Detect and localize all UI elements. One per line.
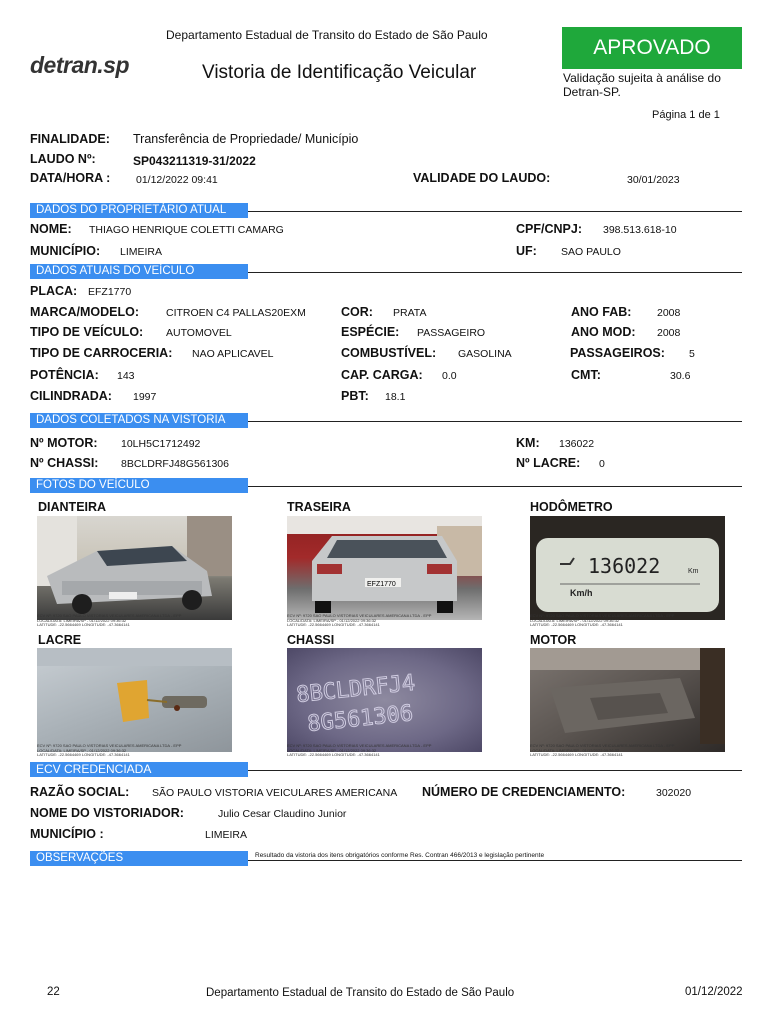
photo-odometer — [530, 516, 725, 620]
photo-stamp: ECV Nº: 9720 SAO PAULO VISTORIAS VEICULARES AMERICANA LTDA - EPP LOCAL/DATA: LIMEIRA/SP - 01/12/2022 09:36:32 LATITUDE: -22.5664469 LONGITUDE: -47.3664141 — [530, 613, 675, 627]
section-ecv: ECV CREDENCIADA — [30, 762, 248, 777]
nome-value: THIAGO HENRIQUE COLETTI CAMARG — [89, 224, 284, 236]
pbt-value: 18.1 — [385, 391, 406, 403]
cpf-value: 398.513.618-10 — [603, 224, 677, 236]
cilindrada-label: CILINDRADA: — [30, 389, 112, 403]
page-number: Página 1 de 1 — [652, 109, 720, 121]
carroceria-label: TIPO DE CARROCERIA: — [30, 346, 173, 360]
placa-label: PLACA: — [30, 284, 78, 298]
photo-stamp: ECV Nº: 9720 SAO PAULO VISTORIAS VEICULARES AMERICANA LTDA - EPP LOCAL/DATA: LIMEIRA/SP - 01/12/2022 09:36:32 LATITUDE: -22.5664469 LONGITUDE: -47.3664141 — [37, 613, 182, 627]
data-hora-value: 01/12/2022 09:41 — [136, 174, 218, 186]
ano-mod-label: ANO MOD: — [571, 325, 636, 339]
validade-value: 30/01/2023 — [627, 174, 680, 186]
motor-label: Nº MOTOR: — [30, 436, 98, 450]
chassis-engraving-2: 8G561306 — [306, 701, 415, 738]
section-photos: FOTOS DO VEÍCULO — [30, 478, 248, 493]
photo-label-lacre: LACRE — [38, 633, 82, 647]
finalidade-label: FINALIDADE: — [30, 132, 110, 146]
combustivel-label: COMBUSTÍVEL: — [341, 346, 437, 360]
uf-value: SAO PAULO — [561, 246, 621, 258]
detran-logo: detran.sp — [30, 52, 130, 78]
ecv-municipio-value: LIMEIRA — [205, 829, 248, 841]
tipo-value: AUTOMOVEL — [166, 327, 232, 339]
chassis-engraving-1: 8BCLDRFJ4 — [295, 670, 417, 709]
credenciamento-label: NÚMERO DE CREDENCIAMENTO: — [422, 785, 626, 799]
motor-value: 10LH5C1712492 — [121, 438, 201, 450]
ano-mod-value: 2008 — [657, 327, 681, 339]
cor-value: PRATA — [393, 307, 427, 319]
photo-seal — [37, 648, 232, 752]
photo-stamp: ECV Nº: 9720 SAO PAULO VISTORIAS VEICULARES AMERICANA LTDA - EPP LOCAL/DATA: LIMEIRA/SP - 01/12/2022 09:36:32 LATITUDE: -22.5664469 LONGITUDE: -47.3664141 — [530, 743, 675, 757]
divider — [248, 486, 742, 487]
vistoriador-label: NOME DO VISTORIADOR: — [30, 806, 184, 820]
divider — [248, 421, 742, 422]
photo-label-traseira: TRASEIRA — [287, 500, 351, 514]
km-value: 136022 — [559, 438, 595, 450]
photo-label-dianteira: DIANTEIRA — [38, 500, 107, 514]
especie-label: ESPÉCIE: — [341, 325, 400, 339]
km-label: KM: — [516, 436, 540, 450]
photo-label-chassi: CHASSI — [287, 633, 335, 647]
photo-engine — [530, 648, 725, 752]
nome-label: NOME: — [30, 222, 72, 236]
section-vehicle: DADOS ATUAIS DO VEÍCULO — [30, 264, 248, 279]
chassi-label: Nº CHASSI: — [30, 456, 99, 470]
combustivel-value: GASOLINA — [458, 348, 512, 360]
especie-value: PASSAGEIRO — [417, 327, 486, 339]
photo-front — [37, 516, 232, 620]
rear-plate-text: EFZ1770 — [367, 581, 396, 588]
cmt-value: 30.6 — [670, 370, 691, 382]
carga-value: 0.0 — [442, 370, 457, 382]
cilindrada-value: 1997 — [133, 391, 157, 403]
divider — [248, 272, 742, 273]
footer-right: 01/12/2022 — [685, 986, 743, 998]
marca-label: MARCA/MODELO: — [30, 305, 140, 319]
cor-label: COR: — [341, 305, 373, 319]
finalidade-value: Transferência de Propriedade/ Município — [133, 132, 359, 146]
cpf-label: CPF/CNPJ: — [516, 222, 582, 236]
photo-rear — [287, 516, 482, 620]
cmt-label: CMT: — [571, 368, 601, 382]
section-collected: DADOS COLETADOS NA VISTORIA — [30, 413, 248, 428]
divider — [248, 211, 742, 212]
photo-chassis — [287, 648, 482, 752]
laudo-value: SP043211319-31/2022 — [133, 154, 256, 168]
divider — [248, 770, 742, 771]
odometer-unit: Km — [688, 568, 699, 575]
razao-label: RAZÃO SOCIAL: — [30, 785, 130, 799]
credenciamento-value: 302020 — [656, 787, 692, 799]
vistoriador-value: Julio Cesar Claudino Junior — [218, 808, 347, 820]
section-owner: DADOS DO PROPRIETÁRIO ATUAL — [30, 203, 248, 218]
municipio-value: LIMEIRA — [120, 246, 163, 258]
photo-label-hodometro: HODÔMETRO — [530, 500, 613, 514]
agency-name: Departamento Estadual de Transito do Estado de São Paulo — [166, 28, 488, 42]
photo-label-motor: MOTOR — [530, 633, 577, 647]
potencia-value: 143 — [117, 370, 135, 382]
municipio-label: MUNICÍPIO: — [30, 244, 101, 258]
potencia-label: POTÊNCIA: — [30, 368, 99, 382]
divider — [248, 860, 742, 861]
photo-stamp: ECV Nº: 9720 SAO PAULO VISTORIAS VEICULARES AMERICANA LTDA - EPP LOCAL/DATA: LIMEIRA/SP - 01/12/2022 09:36:32 LATITUDE: -22.5664469 LONGITUDE: -47.3664141 — [287, 743, 432, 757]
carga-label: CAP. CARGA: — [341, 368, 423, 382]
ecv-municipio-label: MUNICÍPIO : — [30, 827, 104, 841]
passageiros-label: PASSAGEIROS: — [570, 346, 665, 360]
marca-value: CITROEN C4 PALLAS20EXM — [166, 307, 306, 319]
photo-stamp: ECV Nº: 9720 SAO PAULO VISTORIAS VEICULARES AMERICANA LTDA - EPP LOCAL/DATA: LIMEIRA/SP - 01/12/2022 09:36:32 LATITUDE: -22.5664469 LONGITUDE: -47.3664141 — [37, 743, 182, 757]
pbt-label: PBT: — [341, 389, 369, 403]
carroceria-value: NAO APLICAVEL — [192, 348, 274, 360]
odometer-reading: 136022 — [588, 554, 661, 578]
placa-value: EFZ1770 — [88, 286, 132, 298]
lacre-label: Nº LACRE: — [516, 456, 581, 470]
status-badge: APROVADO — [562, 27, 742, 69]
validation-note: Validação sujeita à análise do Detran-SP. — [563, 71, 721, 99]
footer-left: 22 — [47, 986, 60, 998]
tipo-label: TIPO DE VEÍCULO: — [30, 325, 144, 339]
footer-center: Departamento Estadual de Transito do Estado de São Paulo — [206, 987, 515, 999]
data-hora-label: DATA/HORA : — [30, 171, 111, 185]
photo-stamp: ECV Nº: 9720 SAO PAULO VISTORIAS VEICULARES AMERICANA LTDA - EPP LOCAL/DATA: LIMEIRA/SP - 01/12/2022 09:36:32 LATITUDE: -22.5664469 LONGITUDE: -47.3664141 — [287, 613, 432, 627]
passageiros-value: 5 — [689, 348, 695, 360]
uf-label: UF: — [516, 244, 537, 258]
odometer-kmh: Km/h — [570, 588, 593, 598]
ano-fab-label: ANO FAB: — [571, 305, 632, 319]
chassi-value: 8BCLDRFJ48G561306 — [121, 458, 229, 470]
section-observacoes: OBSERVAÇÕES — [30, 851, 248, 866]
lacre-value: 0 — [599, 458, 605, 470]
document-title: Vistoria de Identificação Veicular — [202, 62, 477, 83]
validade-label: VALIDADE DO LAUDO: — [413, 171, 551, 185]
laudo-label: LAUDO Nº: — [30, 152, 96, 166]
ano-fab-value: 2008 — [657, 307, 681, 319]
razao-value: SÃO PAULO VISTORIA VEICULARES AMERICANA — [152, 787, 398, 799]
observacoes-text: Resultado da vistoria dos itens obrigatórios conforme Res. Contran 466/2013 e legislação pertinente — [255, 852, 545, 859]
